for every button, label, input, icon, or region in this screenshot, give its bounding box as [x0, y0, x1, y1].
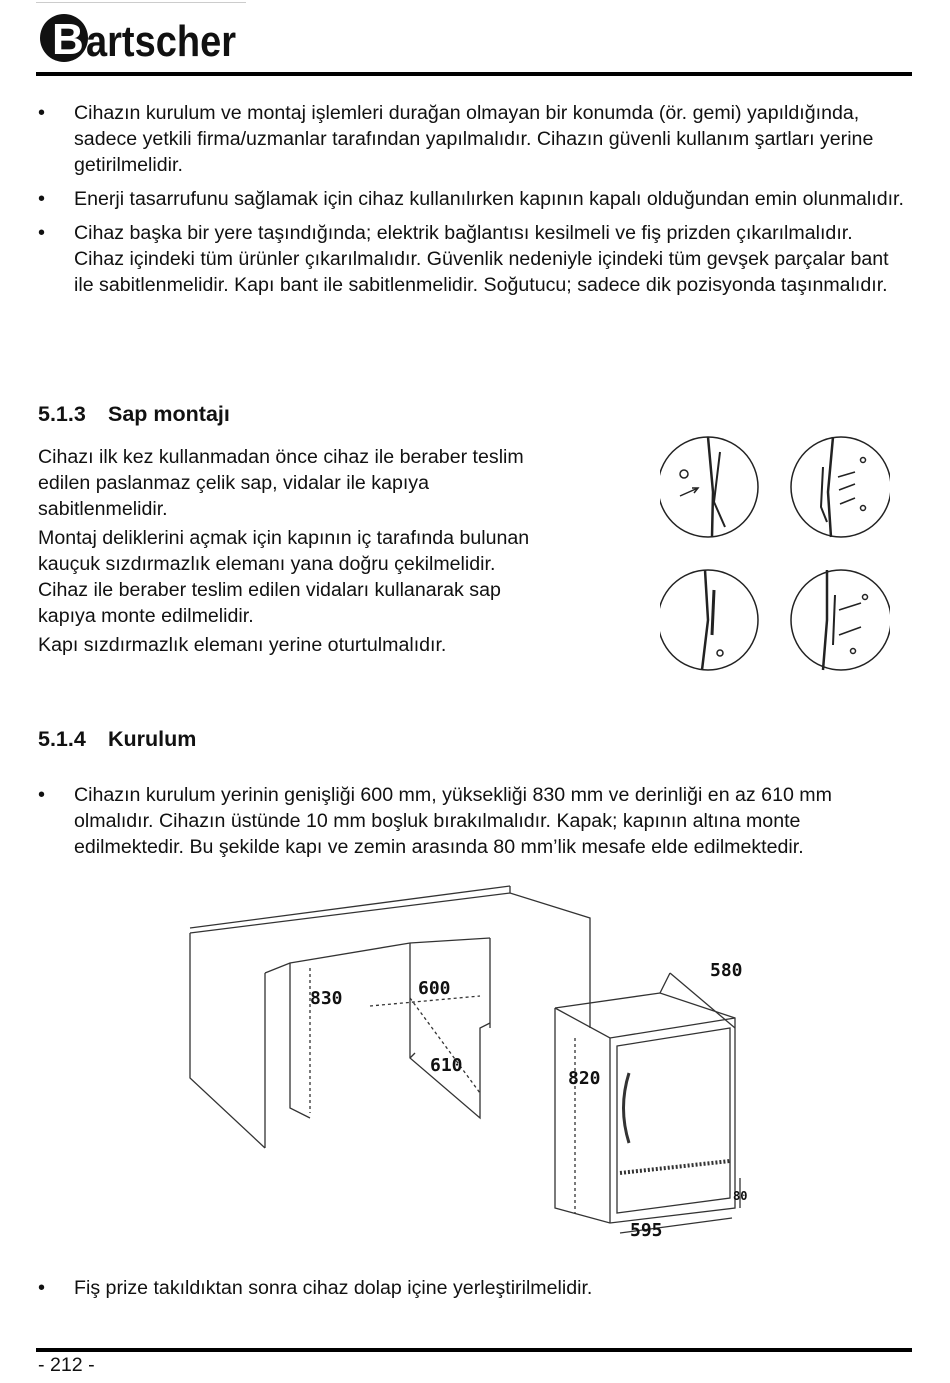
installation-dimensions-diagram: [180, 878, 770, 1255]
appliance-unit: [555, 973, 740, 1233]
section-heading-514: [38, 727, 196, 752]
svg-text:B: B: [52, 15, 84, 64]
installation-bullet-list: [38, 782, 908, 868]
dim-label-595: 595: [630, 1220, 663, 1241]
dim-label-80: 80: [733, 1189, 748, 1203]
section-number: 5.1.4: [38, 727, 86, 751]
dim-label-820: 820: [568, 1068, 601, 1089]
paragraph: Montaj deliklerini açmak için kapının iç tarafında bulunan kauçuk sızdırmazlık elemanı yana doğru çekilmelidir. Cihaz ile beraber teslim edilen vidaları kullanarak sap kapıya monte edilmelidir.: [38, 527, 530, 627]
list-item: • Enerji tasarrufunu sağlamak için cihaz kullanılırken kapının kapalı olduğundan emin olunmalıdır.: [38, 186, 908, 212]
dim-label-600: 600: [418, 978, 451, 999]
section-title: Kurulum: [108, 727, 197, 751]
cabinet-niche: [190, 886, 590, 1148]
step-2-circle: [791, 437, 890, 537]
section-heading-513: [38, 402, 230, 427]
section-title: Sap montajı: [108, 402, 230, 426]
handle-mounting-diagram: [660, 432, 890, 682]
list-item: • Fiş prize takıldıktan sonra cihaz dolap içine yerleştirilmelidir.: [38, 1275, 908, 1301]
step-1-circle: [660, 437, 758, 537]
footer-rule: [36, 1348, 912, 1352]
dim-label-830: 830: [310, 988, 343, 1009]
bartscher-logo: [36, 2, 246, 68]
section-number: 5.1.3: [38, 402, 86, 426]
paragraph: Kapı sızdırmazlık elemanı yerine oturtulmalıdır.: [38, 634, 447, 656]
paragraph: Cihazı ilk kez kullanmadan önce cihaz ile beraber teslim edilen paslanmaz çelik sap, vidalar ile kapıya sabitlenmelidir.: [38, 446, 524, 520]
step-3-circle: [660, 570, 758, 670]
page-number: - 212 -: [38, 1354, 95, 1376]
list-item: • Cihaz başka bir yere taşındığında; elektrik bağlantısı kesilmeli ve fiş prizden çıkarılmalıdır. Cihaz içindeki tüm ürünler çıkarılmalıdır. Güvenlik nedeniyle içindeki tüm gevşek parçalar bant ile sabitlenmelidir. Kapı bant ile sabitlenmelidir. Soğutucu; sadece dik pozisyonda taşınmalıdır.: [38, 220, 908, 298]
dim-label-610: 610: [430, 1055, 463, 1076]
list-item: • Cihazın kurulum yerinin genişliği 600 mm, yüksekliği 830 mm ve derinliği en az 610 mm olmalıdır. Cihazın üstünde 10 mm boşluk bırakılmalıdır. Kapak; kapının altına monte edilmektedir. Bu şekilde kapı ve zemin arasında 80 mm’lik mesafe elde edilmektedir.: [38, 782, 908, 860]
header-rule: [36, 72, 912, 76]
step-4-circle: [791, 570, 890, 670]
dim-label-580: 580: [710, 960, 743, 981]
list-item: • Cihazın kurulum ve montaj işlemleri durağan olmayan bir konumda (ör. gemi) yapıldığında, sadece yetkili firma/uzmanlar tarafından yapılmalıdır. Cihazın güvenli kullanım şartları yerine getirilmelidir.: [38, 100, 908, 178]
final-bullet-list: [38, 1275, 908, 1309]
svg-text:artscher: artscher: [86, 17, 236, 66]
intro-bullet-list: [38, 100, 908, 306]
